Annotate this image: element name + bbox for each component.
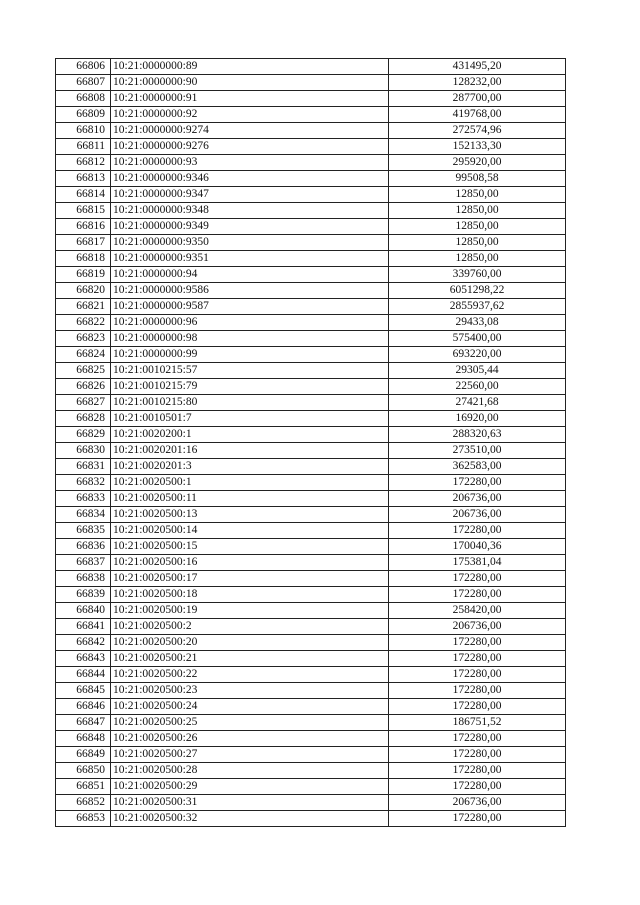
amount-cell: 99508,58	[389, 171, 566, 187]
row-number-cell: 66826	[56, 379, 111, 395]
cadastral-number-cell: 10:21:0000000:92	[111, 107, 389, 123]
cadastral-number-cell: 10:21:0020201:16	[111, 443, 389, 459]
row-number-cell: 66814	[56, 187, 111, 203]
table-row	[56, 523, 566, 539]
table-row	[56, 315, 566, 331]
amount-cell: 29433,08	[389, 315, 566, 331]
cadastral-number-cell: 10:21:0020500:17	[111, 571, 389, 587]
table-row	[56, 459, 566, 475]
row-number-cell: 66833	[56, 491, 111, 507]
amount-cell: 12850,00	[389, 251, 566, 267]
amount-cell: 186751,52	[389, 715, 566, 731]
table-row	[56, 683, 566, 699]
cadastral-number-cell: 10:21:0000000:9351	[111, 251, 389, 267]
row-number-cell: 66828	[56, 411, 111, 427]
row-number-cell: 66808	[56, 91, 111, 107]
cadastral-number-cell: 10:21:0020500:14	[111, 523, 389, 539]
table-row	[56, 75, 566, 91]
table-row	[56, 619, 566, 635]
row-number-cell: 66841	[56, 619, 111, 635]
cadastral-number-cell: 10:21:0000000:9349	[111, 219, 389, 235]
row-number-cell: 66831	[56, 459, 111, 475]
cadastral-number-cell: 10:21:0000000:96	[111, 315, 389, 331]
row-number-cell: 66852	[56, 795, 111, 811]
table-row	[56, 635, 566, 651]
row-number-cell: 66818	[56, 251, 111, 267]
cadastral-number-cell: 10:21:0000000:99	[111, 347, 389, 363]
row-number-cell: 66836	[56, 539, 111, 555]
amount-cell: 172280,00	[389, 731, 566, 747]
table-row	[56, 539, 566, 555]
table-row	[56, 139, 566, 155]
table-row	[56, 811, 566, 827]
table-row	[56, 123, 566, 139]
cadastral-number-cell: 10:21:0000000:9587	[111, 299, 389, 315]
row-number-cell: 66835	[56, 523, 111, 539]
table-row	[56, 731, 566, 747]
amount-cell: 172280,00	[389, 571, 566, 587]
row-number-cell: 66819	[56, 267, 111, 283]
row-number-cell: 66851	[56, 779, 111, 795]
cadastral-number-cell: 10:21:0020500:24	[111, 699, 389, 715]
row-number-cell: 66813	[56, 171, 111, 187]
table-row	[56, 91, 566, 107]
table-row	[56, 699, 566, 715]
table-row	[56, 299, 566, 315]
amount-cell: 172280,00	[389, 683, 566, 699]
table-row	[56, 779, 566, 795]
row-number-cell: 66838	[56, 571, 111, 587]
cadastral-number-cell: 10:21:0020500:1	[111, 475, 389, 491]
row-number-cell: 66817	[56, 235, 111, 251]
cadastral-number-cell: 10:21:0020201:3	[111, 459, 389, 475]
cadastral-number-cell: 10:21:0020500:21	[111, 651, 389, 667]
row-number-cell: 66850	[56, 763, 111, 779]
amount-cell: 12850,00	[389, 235, 566, 251]
row-number-cell: 66820	[56, 283, 111, 299]
table-row	[56, 251, 566, 267]
table-row	[56, 187, 566, 203]
amount-cell: 172280,00	[389, 811, 566, 827]
table-row	[56, 267, 566, 283]
row-number-cell: 66853	[56, 811, 111, 827]
table-row	[56, 363, 566, 379]
table-row	[56, 283, 566, 299]
row-number-cell: 66812	[56, 155, 111, 171]
cadastral-number-cell: 10:21:0020500:16	[111, 555, 389, 571]
cadastral-number-cell: 10:21:0020500:13	[111, 507, 389, 523]
amount-cell: 12850,00	[389, 219, 566, 235]
row-number-cell: 66816	[56, 219, 111, 235]
table-row	[56, 411, 566, 427]
row-number-cell: 66827	[56, 395, 111, 411]
amount-cell: 152133,30	[389, 139, 566, 155]
cadastral-number-cell: 10:21:0020500:23	[111, 683, 389, 699]
amount-cell: 431495,20	[389, 59, 566, 75]
row-number-cell: 66843	[56, 651, 111, 667]
table-row	[56, 555, 566, 571]
table-row	[56, 715, 566, 731]
amount-cell: 288320,63	[389, 427, 566, 443]
row-number-cell: 66824	[56, 347, 111, 363]
amount-cell: 272574,96	[389, 123, 566, 139]
cadastral-number-cell: 10:21:0000000:94	[111, 267, 389, 283]
table-row	[56, 747, 566, 763]
table-row	[56, 379, 566, 395]
cadastral-number-cell: 10:21:0020500:22	[111, 667, 389, 683]
row-number-cell: 66844	[56, 667, 111, 683]
amount-cell: 175381,04	[389, 555, 566, 571]
amount-cell: 2855937,62	[389, 299, 566, 315]
cadastral-number-cell: 10:21:0000000:89	[111, 59, 389, 75]
table-row	[56, 331, 566, 347]
amount-cell: 6051298,22	[389, 283, 566, 299]
cadastral-number-cell: 10:21:0000000:98	[111, 331, 389, 347]
amount-cell: 29305,44	[389, 363, 566, 379]
amount-cell: 172280,00	[389, 651, 566, 667]
amount-cell: 172280,00	[389, 747, 566, 763]
amount-cell: 419768,00	[389, 107, 566, 123]
table-row	[56, 571, 566, 587]
amount-cell: 128232,00	[389, 75, 566, 91]
amount-cell: 12850,00	[389, 203, 566, 219]
table-row	[56, 507, 566, 523]
amount-cell: 172280,00	[389, 699, 566, 715]
amount-cell: 206736,00	[389, 795, 566, 811]
row-number-cell: 66823	[56, 331, 111, 347]
amount-cell: 206736,00	[389, 619, 566, 635]
amount-cell: 22560,00	[389, 379, 566, 395]
row-number-cell: 66839	[56, 587, 111, 603]
amount-cell: 172280,00	[389, 779, 566, 795]
table-row	[56, 491, 566, 507]
cadastral-number-cell: 10:21:0000000:90	[111, 75, 389, 91]
amount-cell: 575400,00	[389, 331, 566, 347]
cadastral-number-cell: 10:21:0000000:9274	[111, 123, 389, 139]
table-row	[56, 235, 566, 251]
amount-cell: 16920,00	[389, 411, 566, 427]
cadastral-number-cell: 10:21:0000000:9347	[111, 187, 389, 203]
cadastral-number-cell: 10:21:0020500:32	[111, 811, 389, 827]
table-body	[56, 59, 566, 827]
cadastral-number-cell: 10:21:0020500:11	[111, 491, 389, 507]
cadastral-number-cell: 10:21:0020500:2	[111, 619, 389, 635]
table-row	[56, 667, 566, 683]
amount-cell: 273510,00	[389, 443, 566, 459]
amount-cell: 295920,00	[389, 155, 566, 171]
amount-cell: 339760,00	[389, 267, 566, 283]
cadastral-number-cell: 10:21:0020500:31	[111, 795, 389, 811]
cadastral-number-cell: 10:21:0000000:91	[111, 91, 389, 107]
amount-cell: 12850,00	[389, 187, 566, 203]
table-row	[56, 651, 566, 667]
table-row	[56, 155, 566, 171]
row-number-cell: 66825	[56, 363, 111, 379]
table-row	[56, 603, 566, 619]
cadastral-number-cell: 10:21:0020500:15	[111, 539, 389, 555]
cadastral-number-cell: 10:21:0010215:79	[111, 379, 389, 395]
amount-cell: 170040,36	[389, 539, 566, 555]
amount-cell: 693220,00	[389, 347, 566, 363]
row-number-cell: 66848	[56, 731, 111, 747]
cadastral-number-cell: 10:21:0020500:25	[111, 715, 389, 731]
table-row	[56, 587, 566, 603]
amount-cell: 258420,00	[389, 603, 566, 619]
row-number-cell: 66806	[56, 59, 111, 75]
amount-cell: 172280,00	[389, 667, 566, 683]
table-row	[56, 203, 566, 219]
table-row	[56, 395, 566, 411]
amount-cell: 362583,00	[389, 459, 566, 475]
table-row	[56, 219, 566, 235]
table-row	[56, 475, 566, 491]
amount-cell: 172280,00	[389, 635, 566, 651]
cadastral-number-cell: 10:21:0010215:57	[111, 363, 389, 379]
cadastral-number-cell: 10:21:0000000:9348	[111, 203, 389, 219]
amount-cell: 172280,00	[389, 475, 566, 491]
cadastral-number-cell: 10:21:0000000:93	[111, 155, 389, 171]
cadastral-number-cell: 10:21:0010215:80	[111, 395, 389, 411]
row-number-cell: 66847	[56, 715, 111, 731]
cadastral-number-cell: 10:21:0020500:19	[111, 603, 389, 619]
table-row	[56, 171, 566, 187]
cadastral-number-cell: 10:21:0020500:27	[111, 747, 389, 763]
cadastral-number-cell: 10:21:0000000:9346	[111, 171, 389, 187]
row-number-cell: 66810	[56, 123, 111, 139]
row-number-cell: 66829	[56, 427, 111, 443]
table-row	[56, 795, 566, 811]
row-number-cell: 66846	[56, 699, 111, 715]
cadastral-number-cell: 10:21:0020200:1	[111, 427, 389, 443]
row-number-cell: 66821	[56, 299, 111, 315]
row-number-cell: 66809	[56, 107, 111, 123]
cadastral-number-cell: 10:21:0010501:7	[111, 411, 389, 427]
cadastral-number-cell: 10:21:0020500:28	[111, 763, 389, 779]
row-number-cell: 66822	[56, 315, 111, 331]
amount-cell: 206736,00	[389, 507, 566, 523]
row-number-cell: 66845	[56, 683, 111, 699]
table-row	[56, 59, 566, 75]
cadastral-number-cell: 10:21:0020500:18	[111, 587, 389, 603]
amount-cell: 287700,00	[389, 91, 566, 107]
row-number-cell: 66842	[56, 635, 111, 651]
cadastral-number-cell: 10:21:0000000:9276	[111, 139, 389, 155]
amount-cell: 172280,00	[389, 523, 566, 539]
cadastral-number-cell: 10:21:0020500:20	[111, 635, 389, 651]
amount-cell: 172280,00	[389, 587, 566, 603]
data-table	[55, 58, 566, 827]
amount-cell: 206736,00	[389, 491, 566, 507]
row-number-cell: 66834	[56, 507, 111, 523]
row-number-cell: 66807	[56, 75, 111, 91]
cadastral-number-cell: 10:21:0020500:29	[111, 779, 389, 795]
row-number-cell: 66849	[56, 747, 111, 763]
cadastral-number-cell: 10:21:0020500:26	[111, 731, 389, 747]
table-row	[56, 347, 566, 363]
table-row	[56, 107, 566, 123]
amount-cell: 172280,00	[389, 763, 566, 779]
row-number-cell: 66840	[56, 603, 111, 619]
table-row	[56, 763, 566, 779]
row-number-cell: 66830	[56, 443, 111, 459]
table-row	[56, 427, 566, 443]
row-number-cell: 66815	[56, 203, 111, 219]
row-number-cell: 66837	[56, 555, 111, 571]
cadastral-number-cell: 10:21:0000000:9586	[111, 283, 389, 299]
row-number-cell: 66811	[56, 139, 111, 155]
row-number-cell: 66832	[56, 475, 111, 491]
cadastral-number-cell: 10:21:0000000:9350	[111, 235, 389, 251]
amount-cell: 27421,68	[389, 395, 566, 411]
table-row	[56, 443, 566, 459]
